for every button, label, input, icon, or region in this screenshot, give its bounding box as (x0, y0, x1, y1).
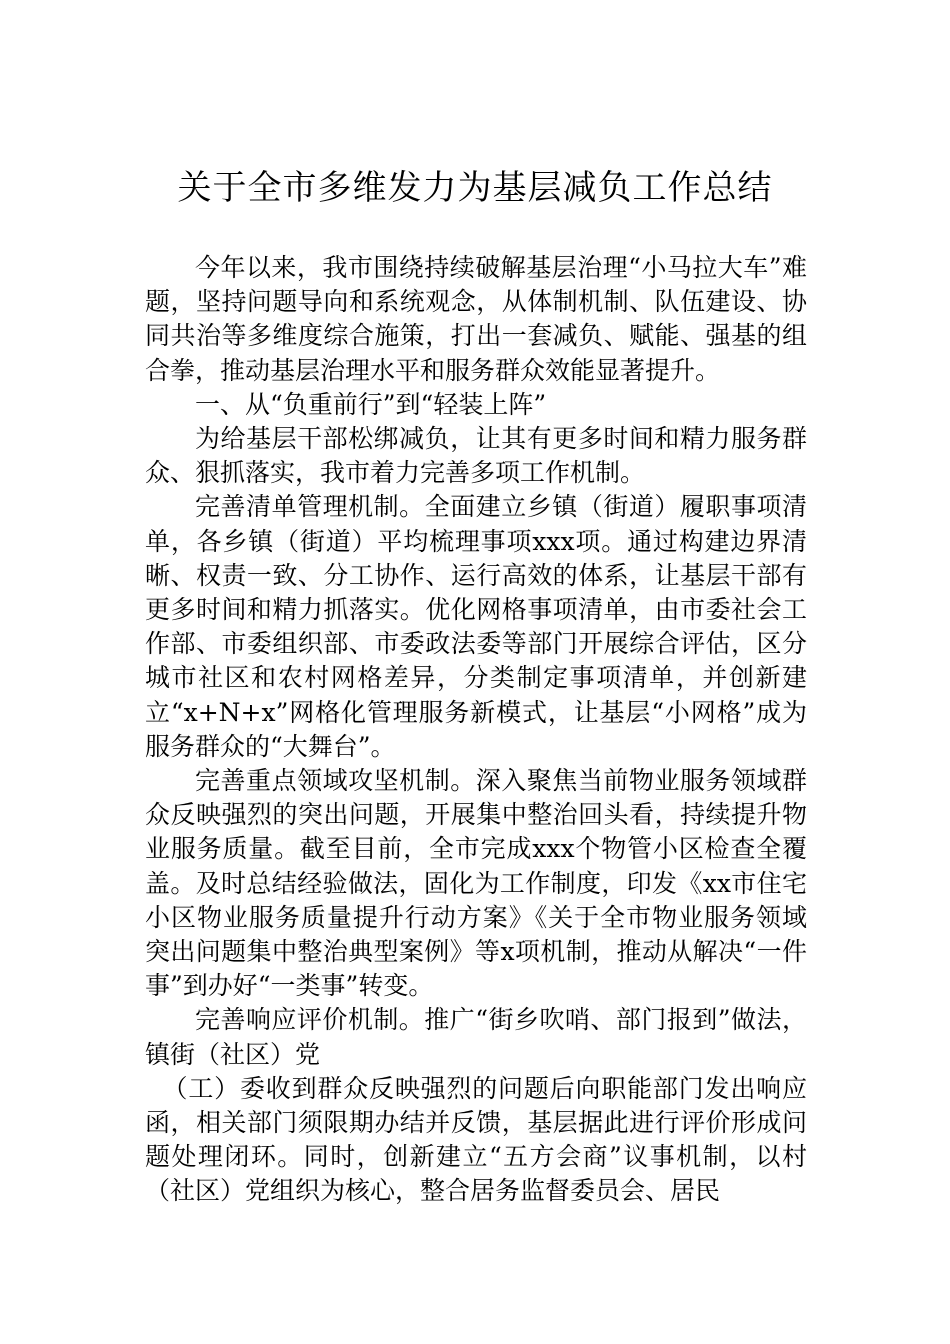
paragraph-section-intro: 为给基层干部松绑减负，让其有更多时间和精力服务群众、狠抓落实，我市着力完善多项工作机制。 (145, 424, 807, 488)
document-title: 关于全市多维发力为基层减负工作总结 (177, 168, 773, 208)
section-heading-1: 一、从“负重前行”到“轻装上阵” (195, 389, 547, 419)
document-body (145, 251, 807, 1209)
paragraph-key-area-mechanism: 完善重点领域攻坚机制。深入聚焦当前物业服务领域群众反映强烈的突出问题，开展集中整治回头看，持续提升物业服务质量。截至目前，全市完成xxx个物管小区检查全覆盖。及时总结经验做法，固化为工作制度，印发《xx市住宅小区物业服务质量提升行动方案》《关于全市物业服务领域突出问题集中整治典型案例》等x项机制，推动从解决“一件事”到办好“一类事”转变。 (145, 766, 807, 1001)
paragraph-intro: 今年以来，我市围绕持续破解基层治理“小马拉大车”难题，坚持问题导向和系统观念，从体制机制、队伍建设、协同共治等多维度综合施策，打出一套减负、赋能、强基的组合拳，推动基层治理水平和服务群众效能显著提升。 (145, 253, 807, 385)
paragraph-response-mechanism: 完善响应评价机制。推广“街乡吹哨、部门报到”做法，镇街（社区）党 (145, 1005, 807, 1069)
paragraph-list-mechanism: 完善清单管理机制。全面建立乡镇（街道）履职事项清单，各乡镇（街道）平均梳理事项xxx项。通过构建边界清晰、权责一致、分工协作、运行高效的体系，让基层干部有更多时间和精力抓落实。优化网格事项清单，由市委社会工作部、市委组织部、市委政法委等部门开展综合评估，区分城市社区和农村网格差异，分类制定事项清单，并创新建立“x+N+x”网格化管理服务新模式，让基层“小网格”成为服务群众的“大舞台”。 (145, 492, 807, 761)
paragraph-response-continued: （工）委收到群众反映强烈的问题后向职能部门发出响应函，相关部门须限期办结并反馈，基层据此进行评价形成问题处理闭环。同时，创新建立“五方会商”议事机制，以村（社区）党组织为核心，整合居务监督委员会、居民 (145, 1073, 807, 1206)
